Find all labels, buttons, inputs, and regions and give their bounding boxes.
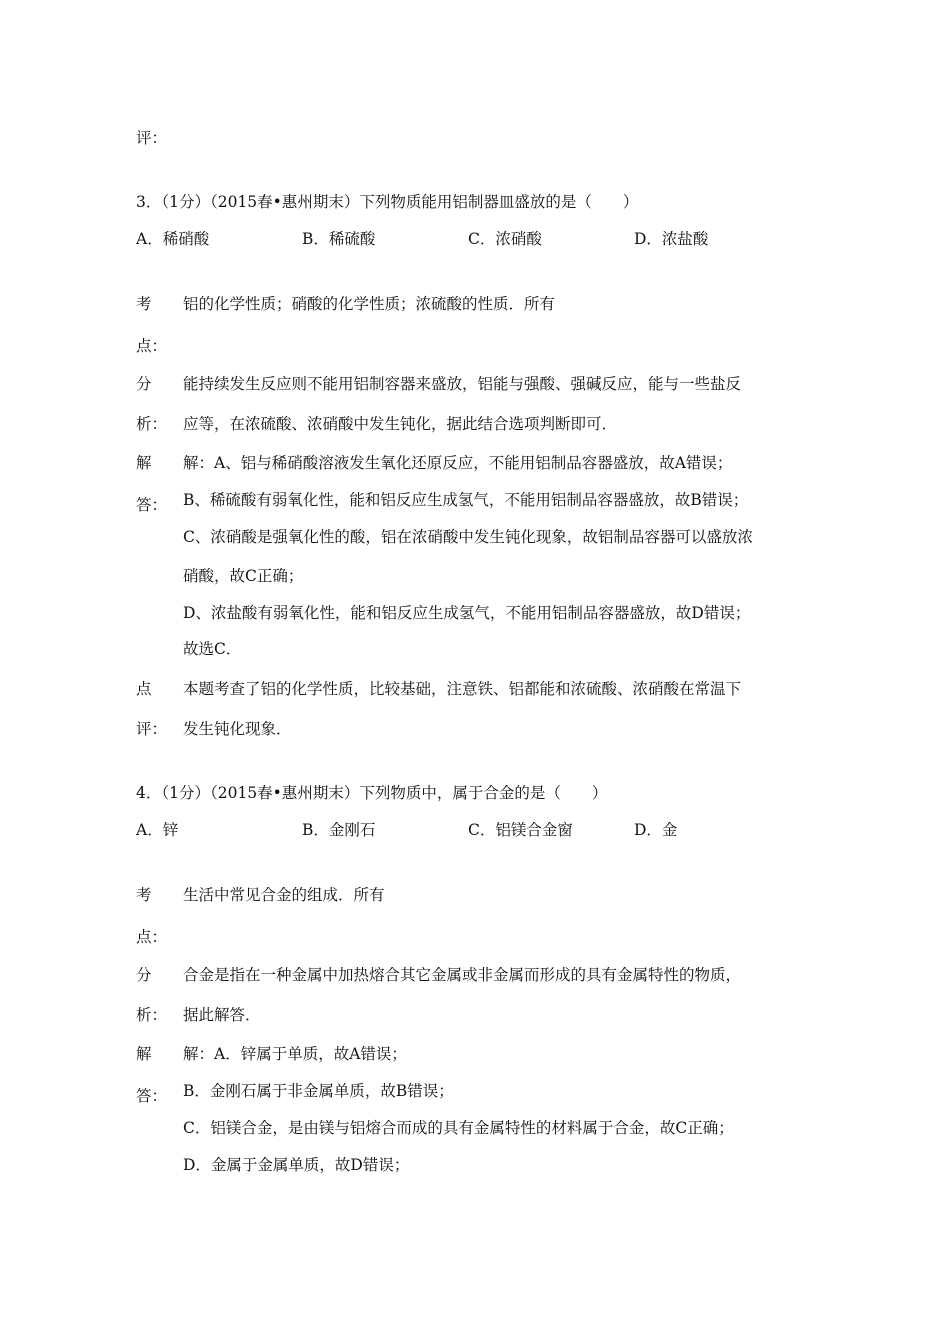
- q3-jieda-line-3: C、浓硝酸是强氧化性的酸，铝在浓硝酸中发生钝化现象，故铝制品容器可以盛放浓: [183, 528, 753, 546]
- q3-jieda-line-6: 故选C．: [183, 640, 242, 658]
- q3-fenxi-label-1: 分: [136, 375, 152, 393]
- q3-dianping-label-1: 点: [136, 680, 152, 698]
- q3-jieda-line-4: 硝酸，故C正确；: [183, 567, 304, 585]
- q4-jieda-line-4: D．金属于金属单质，故D错误；: [183, 1156, 410, 1174]
- q3-jieda-label-1: 解: [136, 454, 152, 472]
- q4-jieda-line-1: 解：A．锌属于单质，故A错误；: [183, 1045, 407, 1063]
- q3-jieda-line-5: D、浓盐酸有弱氧化性，能和铝反应生成氢气，不能用铝制品容器盛放，故D错误；: [183, 604, 751, 622]
- q3-jieda-line-1: 解：A、铝与稀硝酸溶液发生氧化还原反应，不能用铝制品容器盛放，故A错误；: [183, 454, 733, 472]
- q3-option-d: D．浓盐酸: [634, 230, 709, 248]
- q3-jieda-line-2: B、稀硫酸有弱氧化性，能和铝反应生成氢气，不能用铝制品容器盛放，故B错误；: [183, 491, 749, 509]
- q4-option-b: B．金刚石: [302, 821, 376, 839]
- q4-fenxi-label-1: 分: [136, 966, 152, 984]
- q3-fenxi-text-1: 能持续发生反应则不能用铝制容器来盛放，铝能与强酸、强碱反应，能与一些盐反: [183, 375, 742, 393]
- q4-jieda-line-2: B．金刚石属于非金属单质，故B错误；: [183, 1082, 454, 1100]
- q3-fenxi-text-2: 应等，在浓硫酸、浓硝酸中发生钝化，据此结合选项判断即可．: [183, 415, 618, 433]
- q3-option-c: C．浓硝酸: [468, 230, 542, 248]
- q4-jieda-label-1: 解: [136, 1045, 152, 1063]
- q3-kaodian-label-2: 点：: [136, 337, 168, 355]
- q4-option-c: C．铝镁合金窗: [468, 821, 573, 839]
- q4-kaodian-label-2: 点：: [136, 928, 168, 946]
- q4-kaodian-text: 生活中常见合金的组成．所有: [183, 886, 385, 904]
- q3-dianping-text-2: 发生钝化现象．: [183, 720, 292, 738]
- q4-jieda-label-2: 答：: [136, 1087, 168, 1105]
- q3-dianping-text-1: 本题考查了铝的化学性质，比较基础，注意铁、铝都能和浓硫酸、浓硝酸在常温下: [183, 680, 742, 698]
- q4-fenxi-text-2: 据此解答．: [183, 1006, 261, 1024]
- q3-fenxi-label-2: 析：: [136, 415, 168, 433]
- q4-fenxi-label-2: 析：: [136, 1006, 168, 1024]
- q3-dianping-label-2: 评：: [136, 720, 168, 738]
- q4-option-a: A．锌: [136, 821, 179, 839]
- q4-jieda-line-3: C．铝镁合金，是由镁与铝熔合而成的具有金属特性的材料属于合金，故C正确；: [183, 1119, 734, 1137]
- q4-kaodian-label-1: 考: [136, 886, 152, 904]
- question-4-stem: 4．（1分）（2015春•惠州期末）下列物质中，属于合金的是（ ）: [136, 784, 608, 802]
- q3-option-b: B．稀硫酸: [302, 230, 376, 248]
- q3-option-a: A．稀硝酸: [136, 230, 210, 248]
- q3-jieda-label-2: 答：: [136, 496, 168, 514]
- q4-option-d: D．金: [634, 821, 678, 839]
- q3-kaodian-label-1: 考: [136, 295, 152, 313]
- comment-label-end: 评：: [136, 129, 168, 147]
- q4-fenxi-text-1: 合金是指在一种金属中加热熔合其它金属或非金属而形成的具有金属特性的物质，: [183, 966, 742, 984]
- question-3-stem: 3．（1分）（2015春•惠州期末）下列物质能用铝制器皿盛放的是（ ）: [136, 193, 639, 211]
- q3-kaodian-text: 铝的化学性质；硝酸的化学性质；浓硫酸的性质．所有: [183, 295, 556, 313]
